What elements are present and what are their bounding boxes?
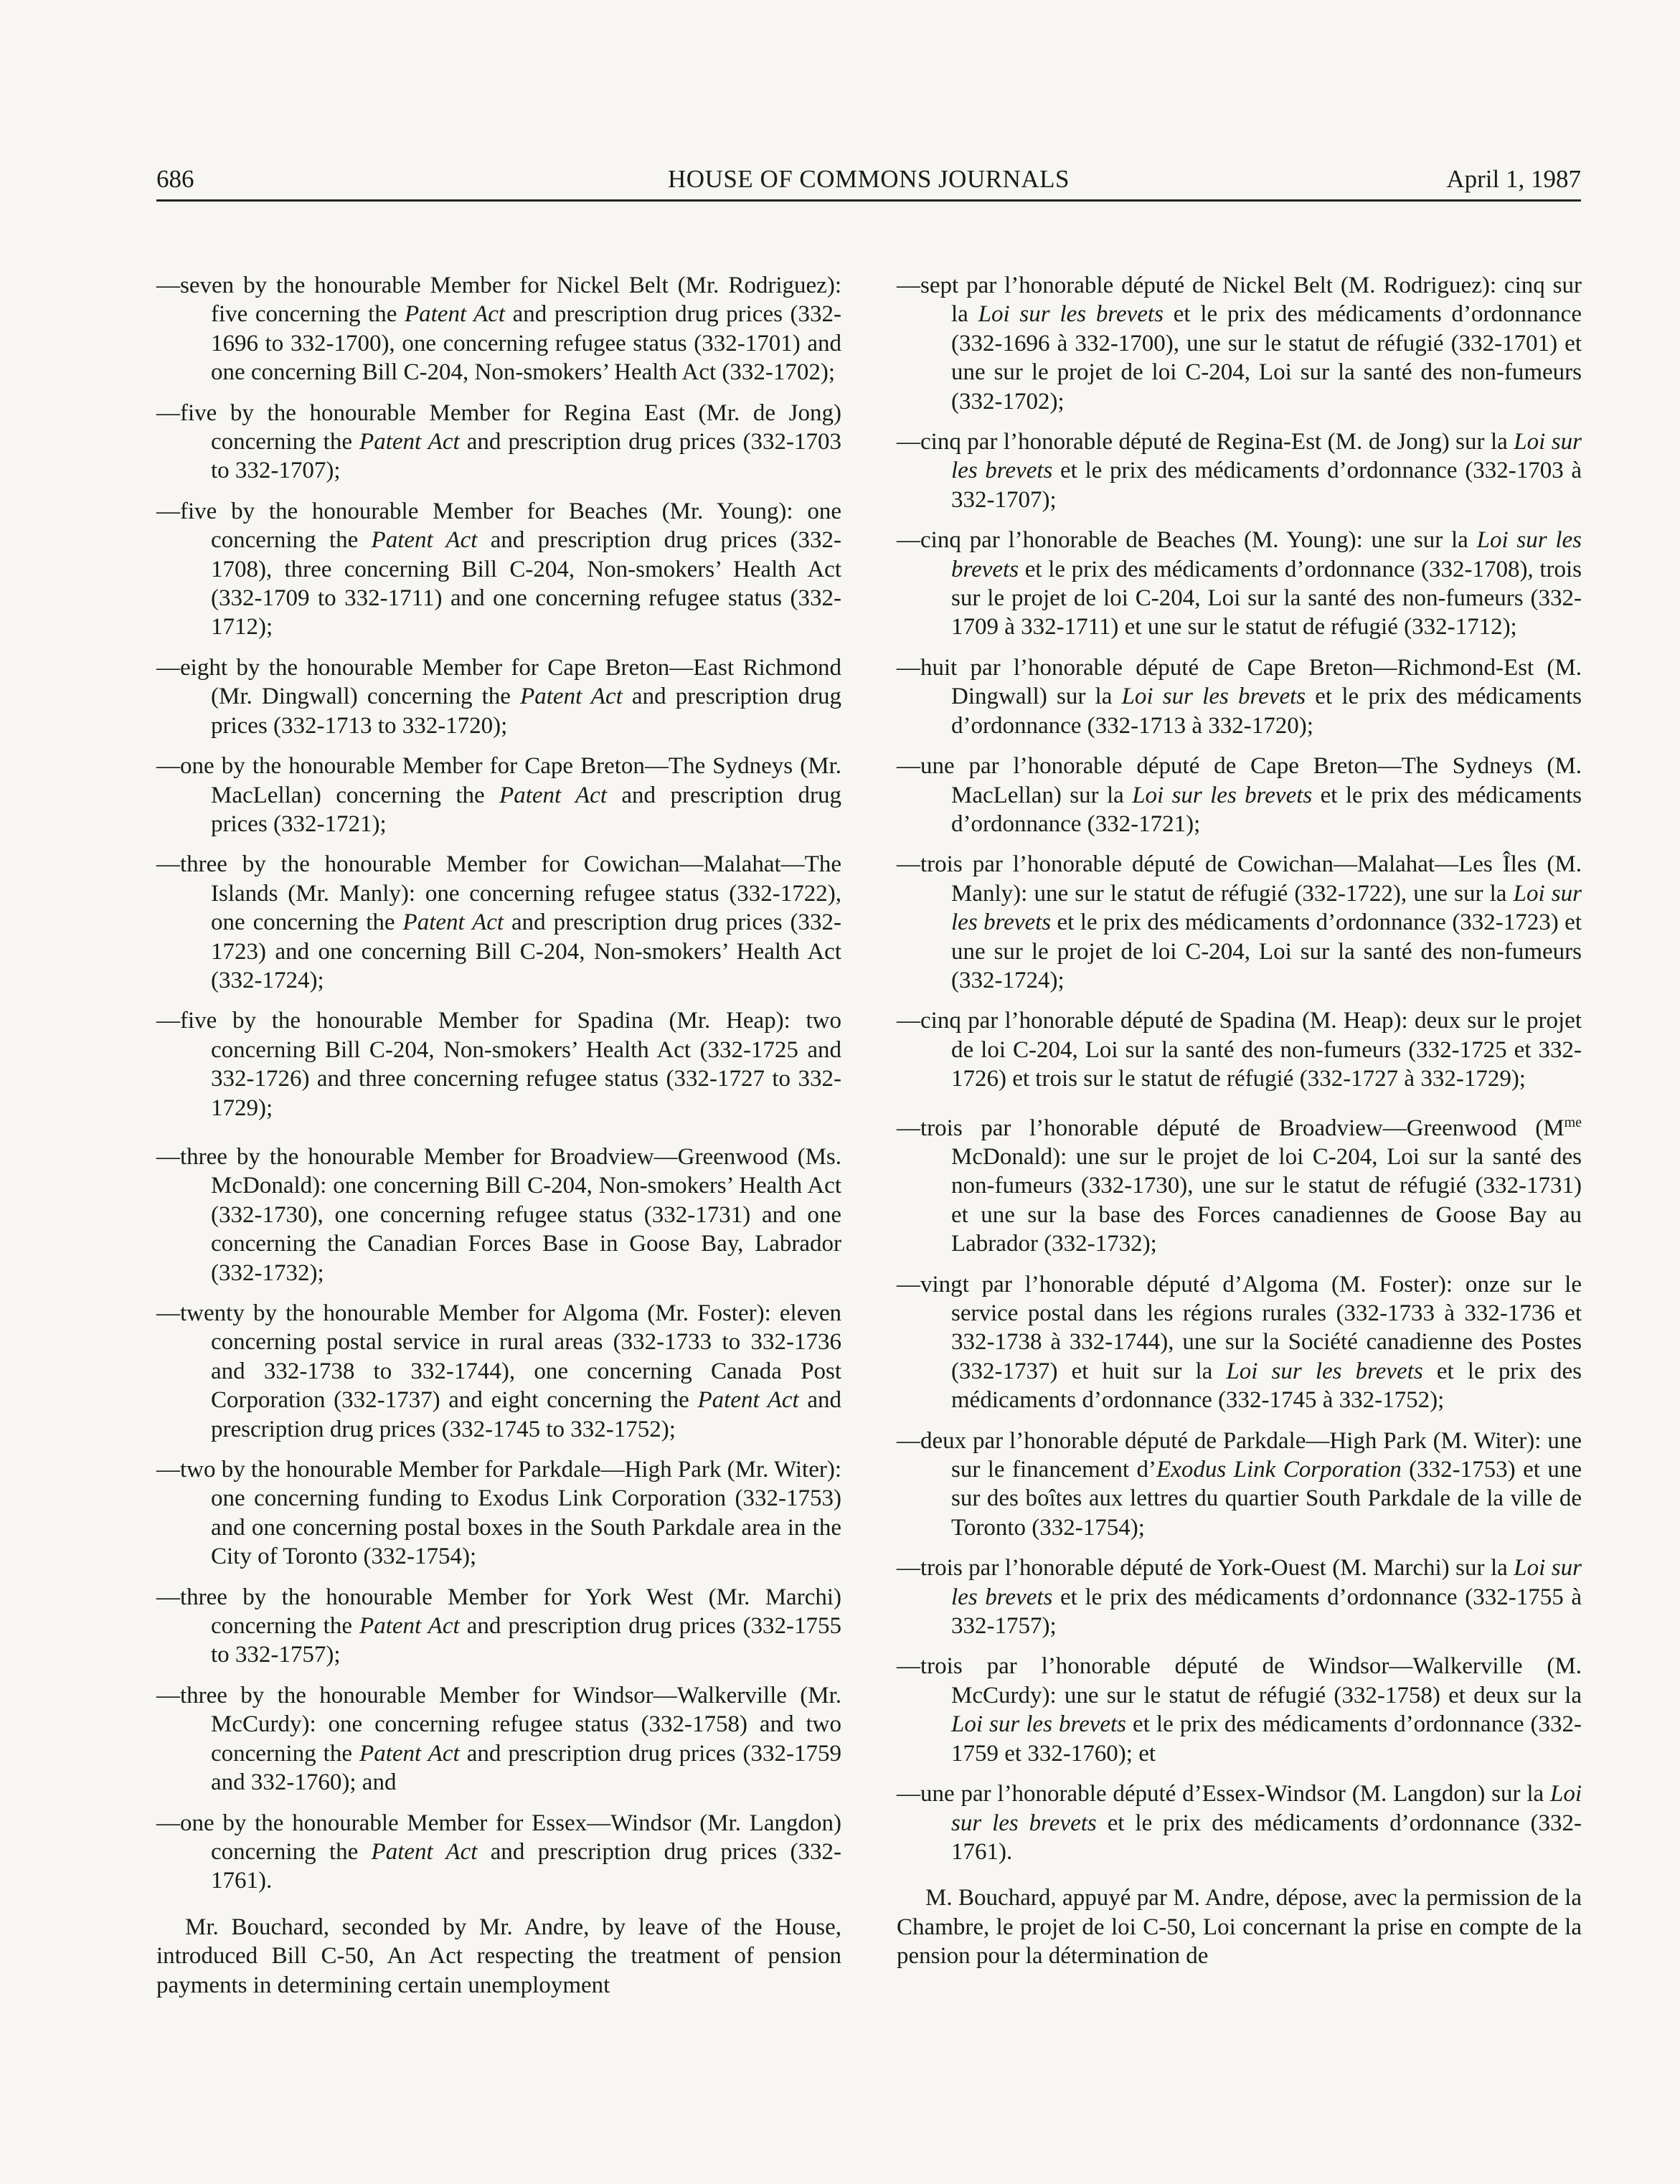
petition-entry: —une par l’honorable député d’Essex-Windsor (M. Langdon) sur la Loi sur les brevets et le prix des médicaments d’ordonnance (332-1761).	[897, 1781, 1582, 1865]
petition-entry: —twenty by the honourable Member for Algoma (Mr. Foster): eleven concerning postal service in rural areas (332-1733 to 332-1736 and 332-1738 to 332-1744), one concerning Canada Post Corporation (332-1737) and eight concerning the Patent Act and prescription drug prices (332-1745 to 332-1752);	[156, 1300, 841, 1442]
petition-entry: —trois par l’honorable député de Cowichan—Malahat—Les Îles (M. Manly): une sur le statut de réfugié (332-1722), une sur la Loi sur les brevets et le prix des médicaments d’ordonnance (332-1723) et une sur le projet de loi C-204, Loi sur la santé des non-fumeurs (332-1724);	[897, 851, 1582, 993]
french-column	[897, 271, 1582, 1971]
petition-entry: —cinq par l’honorable de Beaches (M. Young): une sur la Loi sur les brevets et le prix des médicaments d’ordonnance (332-1708), trois sur le projet de loi C-204, Loi sur la santé des non-fumeurs (332-1709 à 332-1711) et une sur le statut de réfugié (332-1712);	[897, 527, 1582, 640]
petition-entry: —three by the honourable Member for Windsor—Walkerville (Mr. McCurdy): one concerning refugee status (332-1758) and two concerning the Patent Act and prescription drug prices (332-1759 and 332-1760); and	[156, 1682, 841, 1796]
petition-entry: —sept par l’honorable député de Nickel Belt (M. Rodriguez): cinq sur la Loi sur les brevets et le prix des médicaments d’ordonnance (332-1696 à 332-1700), une sur le statut de réfugié (332-1701) et une sur le projet de loi C-204, Loi sur la santé des non-fumeurs (332-1702);	[897, 273, 1582, 415]
petition-entry: —cinq par l’honorable député de Spadina (M. Heap): deux sur le projet de loi C-204, Loi sur la santé des non-fumeurs (332-1725 et 332-1726) et trois sur le statut de réfugié (332-1727 à 332-1729);	[897, 1008, 1582, 1092]
petition-entry: —cinq par l’honorable député de Regina-Est (M. de Jong) sur la Loi sur les brevets et le prix des médicaments d’ordonnance (332-1703 à 332-1707);	[897, 429, 1582, 513]
petition-entry: —five by the honourable Member for Regina East (Mr. de Jong) concerning the Patent Act and prescription drug prices (332-1703 to 332-1707);	[156, 400, 841, 484]
petition-entry: —five by the honourable Member for Beaches (Mr. Young): one concerning the Patent Act and prescription drug prices (332-1708), three concerning Bill C-204, Non-smokers’ Health Act (332-1709 to 332-1711) and one concerning refugee status (332-1712);	[156, 498, 841, 640]
page-number: 686	[156, 165, 194, 193]
petition-entry: —trois par l’honorable député de Windsor—Walkerville (M. McCurdy): une sur le statut de réfugié (332-1758) et deux sur la Loi sur les brevets et le prix des médicaments d’ordonnance (332-1759 et 332-1760); et	[897, 1653, 1582, 1767]
petition-entry: —seven by the honourable Member for Nickel Belt (Mr. Rodriguez): five concerning the Patent Act and prescription drug prices (332-1696 to 332-1700), one concerning refugee status (332-1701) and one concerning Bill C-204, Non-smokers’ Health Act (332-1702);	[156, 273, 842, 386]
journal-date: April 1, 1987	[1446, 165, 1581, 193]
bill-introduction-paragraph: Mr. Bouchard, seconded by Mr. Andre, by leave of the House, introduced Bill C-50, An Act respecting the treatment of pension payments in determining certain unemployment	[156, 1914, 841, 1998]
petition-entry: —three by the honourable Member for Broadview—Greenwood (Ms. McDonald): one concerning Bill C-204, Non-smokers’ Health Act (332-1730), one concerning refugee status (332-1731) and one concerning the Canadian Forces Base in Goose Bay, Labrador (332-1732);	[156, 1143, 841, 1286]
petition-entry: —une par l’honorable député de Cape Breton—The Sydneys (M. MacLellan) sur la Loi sur les brevets et le prix des médicaments d’ordonnance (332-1721);	[897, 753, 1582, 837]
petition-entry: —one by the honourable Member for Essex—Windsor (Mr. Langdon) concerning the Patent Act and prescription drug prices (332-1761).	[156, 1810, 841, 1894]
petition-entry: —three by the honourable Member for York West (Mr. Marchi) concerning the Patent Act and prescription drug prices (332-1755 to 332-1757);	[156, 1584, 841, 1668]
petition-entry: —two by the honourable Member for Parkdale—High Park (Mr. Witer): one concerning funding to Exodus Link Corporation (332-1753) and one concerning postal boxes in the South Parkdale area in the City of Toronto (332-1754);	[156, 1457, 841, 1570]
petition-entry: —trois par l’honorable député de York-Ouest (M. Marchi) sur la Loi sur les brevets et le prix des médicaments d’ordonnance (332-1755 à 332-1757);	[897, 1555, 1582, 1640]
petition-entry: —eight by the honourable Member for Cape Breton—East Richmond (Mr. Dingwall) concerning the Patent Act and prescription drug prices (332-1713 to 332-1720);	[156, 654, 842, 739]
petition-entry: —trois par l’honorable député de Broadview—Greenwood ($M^{me}$ McDonald): une sur le projet de loi C-204, Loi sur la santé des non-fumeurs (332-1730), une sur le statut de réfugié (332-1731) et une sur la base des Forces canadiennes de Goose Bay au Labrador (332-1732);	[897, 1114, 1582, 1257]
petition-entry: —deux par l’honorable député de Parkdale—High Park (M. Witer): une sur le financement d’Exodus Link Corporation (332-1753) et une sur des boîtes aux lettres du quartier South Parkdale de la ville de Toronto (332-1754);	[897, 1427, 1582, 1541]
bill-introduction-paragraph: M. Bouchard, appuyé par M. Andre, dépose, avec la permission de la Chambre, le projet de loi C-50, Loi concernant la prise en compte de la pension pour la détermination de	[897, 1885, 1582, 1970]
petition-entry: —vingt par l’honorable député d’Algoma (M. Foster): onze sur le service postal dans les régions rurales (332-1733 à 332-1736 et 332-1738 à 332-1744), une sur la Société canadienne des Postes (332-1737) et huit sur la Loi sur les brevets et le prix des médicaments d’ordonnance (332-1745 à 332-1752);	[897, 1271, 1582, 1414]
petition-entry: —five by the honourable Member for Spadina (Mr. Heap): two concerning Bill C-204, Non-smokers’ Health Act (332-1725 and 332-1726) and three concerning refugee status (332-1727 to 332-1729);	[156, 1008, 841, 1121]
petition-entry: —huit par l’honorable député de Cape Breton—Richmond-Est (M. Dingwall) sur la Loi sur les brevets et le prix des médicaments d’ordonnance (332-1713 à 332-1720);	[897, 654, 1582, 739]
page-header	[156, 162, 1581, 202]
petition-entry: —three by the honourable Member for Cowichan—Malahat—The Islands (Mr. Manly): one concerning refugee status (332-1722), one concerning the Patent Act and prescription drug prices (332-1723) and one concerning Bill C-204, Non-smokers’ Health Act (332-1724);	[156, 851, 842, 993]
journal-title: HOUSE OF COMMONS JOURNALS	[668, 165, 1070, 193]
petition-entry: —one by the honourable Member for Cape Breton—The Sydneys (Mr. MacLellan) concerning the Patent Act and prescription drug prices (332-1721);	[156, 753, 841, 837]
english-column	[156, 271, 841, 2000]
